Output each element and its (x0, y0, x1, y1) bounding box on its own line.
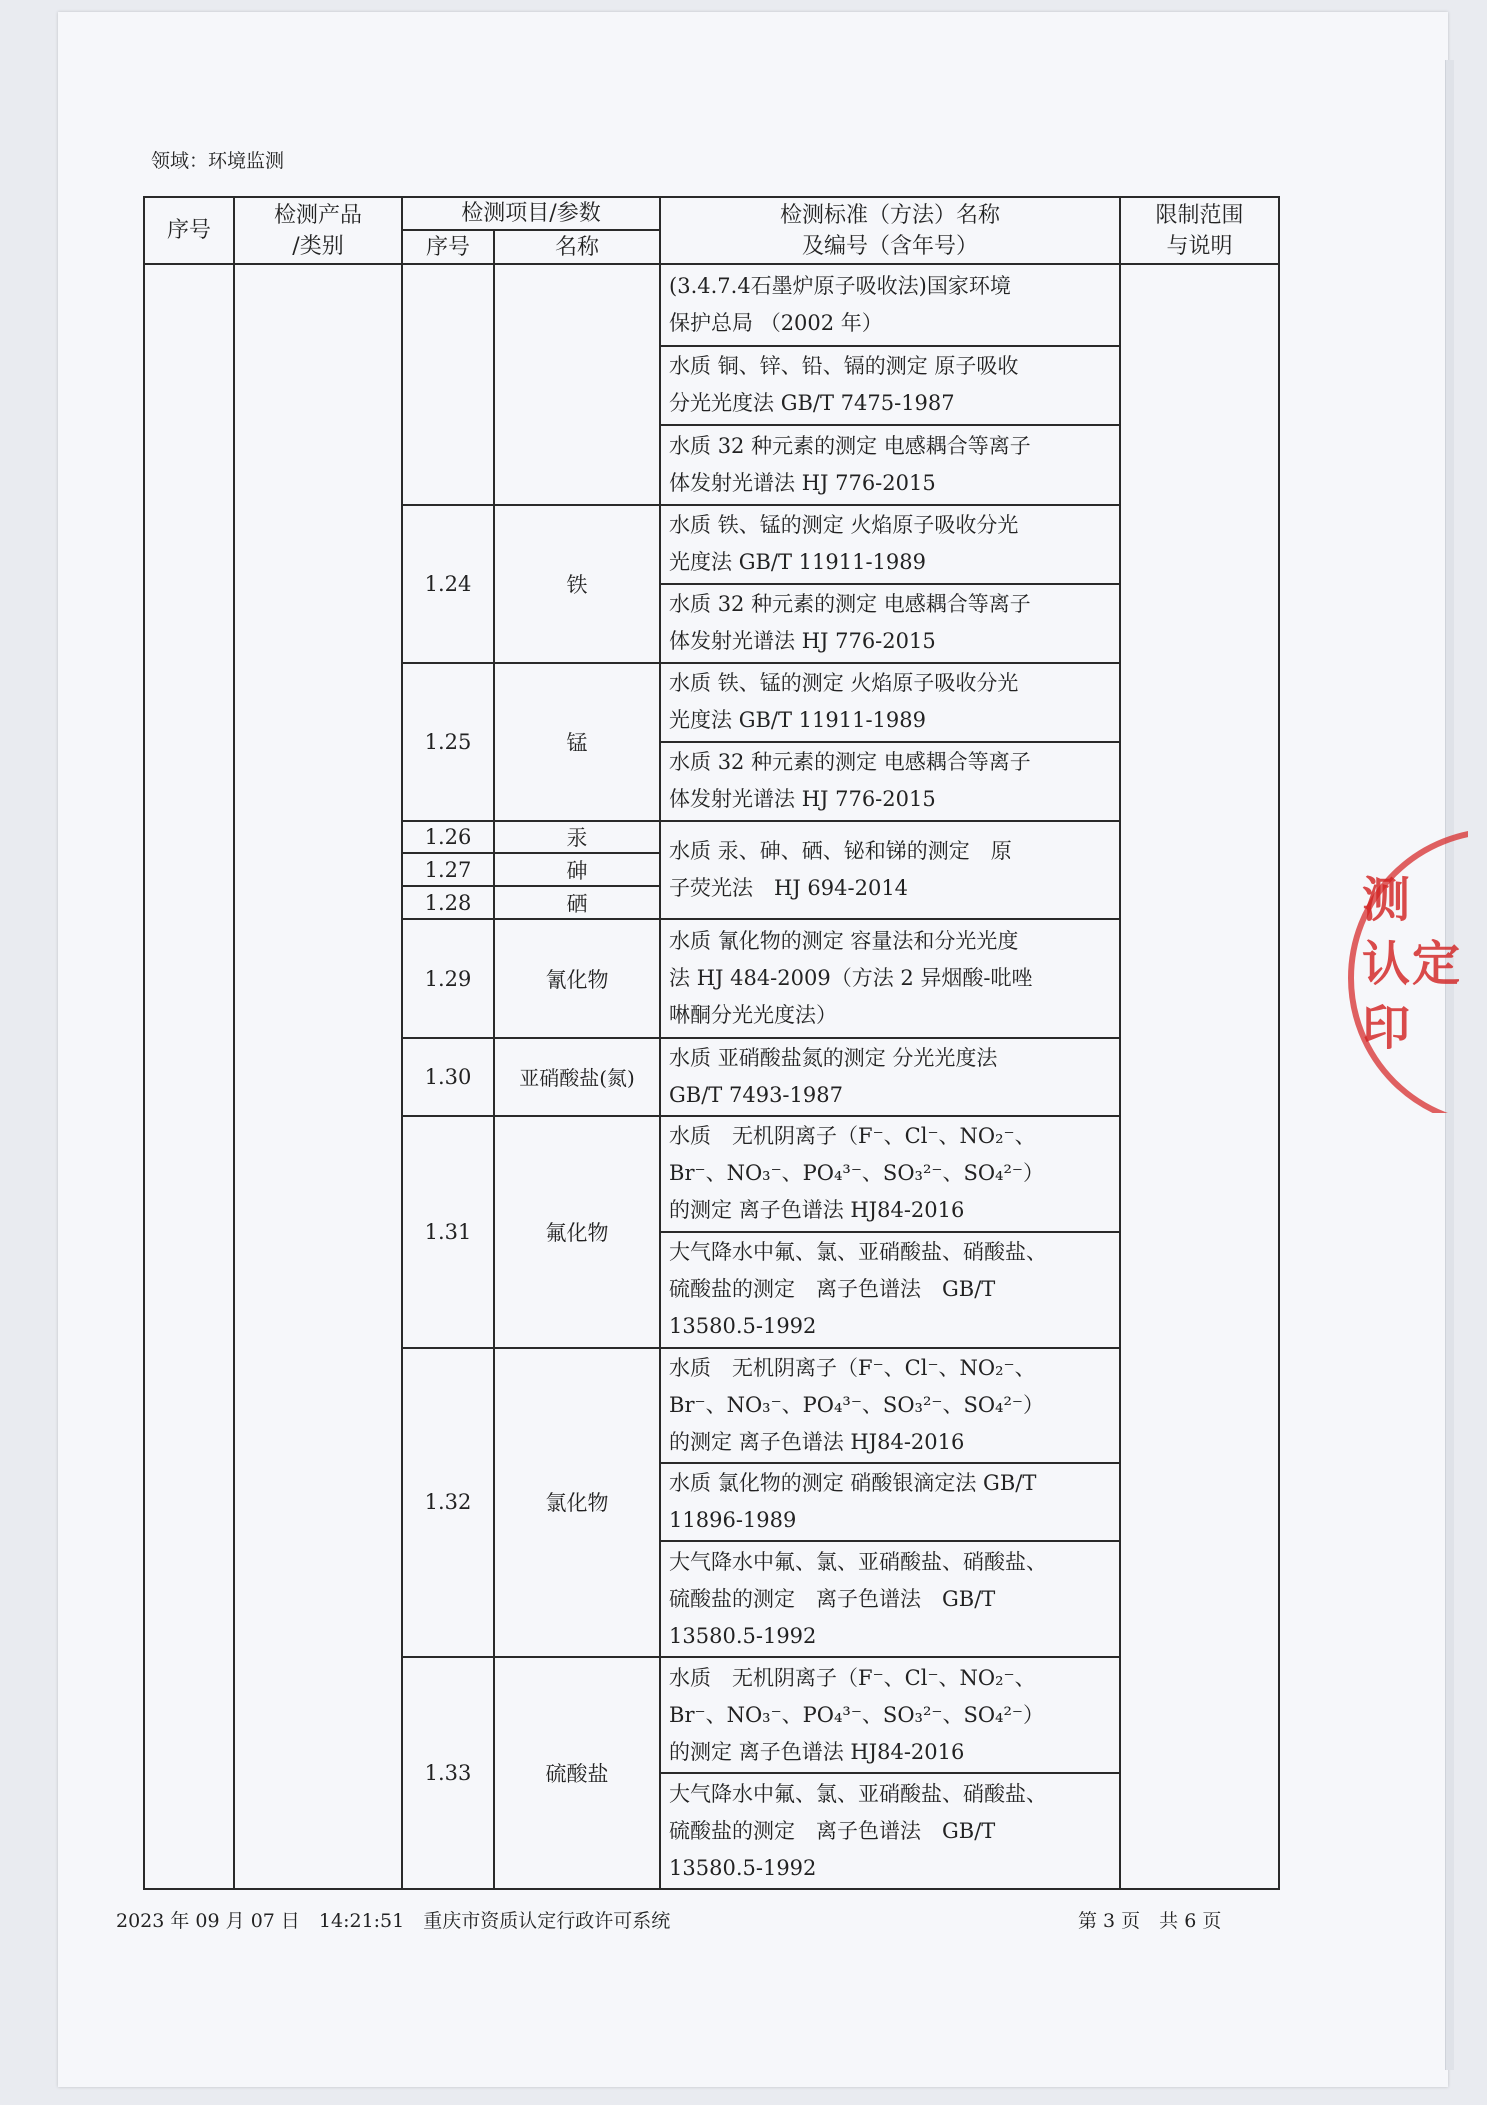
header-limit: 限制范围 与说明 (1120, 197, 1279, 264)
cell-standard: 水质 亚硝酸盐氮的测定 分光光度法 GB/T 7493-1987 (660, 1038, 1120, 1116)
cell-standard: 水质 无机阴离子（F⁻、Cl⁻、NO₂⁻、 Br⁻、NO₃⁻、PO₄³⁻、SO₃²⁻、SO₄²⁻） 的测定 离子色谱法 HJ84-2016 (660, 1348, 1120, 1464)
cell-standard: 水质 32 种元素的测定 电感耦合等离子 体发射光谱法 HJ 776-2015 (660, 742, 1120, 821)
cell-item-no: 1.31 (402, 1116, 494, 1348)
cell-item-name: 亚硝酸盐(氮) (494, 1038, 660, 1116)
header-item: 检测项目/参数 (402, 197, 660, 230)
cell-item-no: 1.25 (402, 663, 494, 821)
footer-page-number: 第 3 页 共 6 页 (1078, 1910, 1222, 1932)
cell-standard: 水质 无机阴离子（F⁻、Cl⁻、NO₂⁻、 Br⁻、NO₃⁻、PO₄³⁻、SO₃²⁻、SO₄²⁻） 的测定 离子色谱法 HJ84-2016 (660, 1657, 1120, 1773)
cell-standard: 水质 铁、锰的测定 火焰原子吸收分光 光度法 GB/T 11911-1989 (660, 505, 1120, 584)
cell-product (234, 264, 402, 1889)
table-row (144, 264, 1279, 346)
cell-standard: 水质 汞、砷、硒、铋和锑的测定 原 子荧光法 HJ 694-2014 (660, 821, 1120, 919)
cell-item-name: 锰 (494, 663, 660, 821)
cell-standard: 水质 铁、锰的测定 火焰原子吸收分光 光度法 GB/T 11911-1989 (660, 663, 1120, 742)
cell-item-no: 1.33 (402, 1657, 494, 1889)
cell-item-no: 1.28 (402, 886, 494, 919)
cell-item-name: 硫酸盐 (494, 1657, 660, 1889)
scope-table (143, 196, 1280, 1890)
cell-item-name: 铁 (494, 505, 660, 663)
header-item-no: 序号 (402, 230, 494, 264)
header-item-name: 名称 (494, 230, 660, 264)
official-seal (1348, 828, 1468, 1113)
cell-item-no: 1.27 (402, 853, 494, 886)
cell-item-name: 汞 (494, 821, 660, 854)
cell-item-name: 氟化物 (494, 1116, 660, 1348)
cell-item-no: 1.26 (402, 821, 494, 854)
cell-no (144, 264, 234, 1889)
cell-limit (1120, 264, 1279, 1889)
cell-standard: 水质 氰化物的测定 容量法和分光光度 法 HJ 484-2009（方法 2 异烟酸-吡唑 啉酮分光光度法） (660, 919, 1120, 1038)
cell-standard: 水质 32 种元素的测定 电感耦合等离子 体发射光谱法 HJ 776-2015 (660, 425, 1120, 505)
cell-item-no (402, 264, 494, 505)
cell-item-name: 硒 (494, 886, 660, 919)
cell-standard: (3.4.7.4石墨炉原子吸收法)国家环境 保护总局 （2002 年） (660, 264, 1120, 346)
cell-item-name: 砷 (494, 853, 660, 886)
cell-item-no: 1.32 (402, 1348, 494, 1658)
header-no: 序号 (144, 197, 234, 264)
field-label: 领域：环境监测 (151, 150, 285, 172)
cell-standard: 水质 32 种元素的测定 电感耦合等离子 体发射光谱法 HJ 776-2015 (660, 584, 1120, 663)
cell-standard: 水质 无机阴离子（F⁻、Cl⁻、NO₂⁻、 Br⁻、NO₃⁻、PO₄³⁻、SO₃²⁻、SO₄²⁻） 的测定 离子色谱法 HJ84-2016 (660, 1116, 1120, 1232)
cell-item-no: 1.24 (402, 505, 494, 663)
cell-item-no: 1.29 (402, 919, 494, 1038)
cell-item-no: 1.30 (402, 1038, 494, 1116)
seal-text: 测 认定 印 (1362, 872, 1463, 1056)
header-standard: 检测标准（方法）名称 及编号（含年号） (660, 197, 1120, 264)
cell-item-name: 氯化物 (494, 1348, 660, 1658)
cell-item-name: 氰化物 (494, 919, 660, 1038)
cell-standard: 大气降水中氟、氯、亚硝酸盐、硝酸盐、 硫酸盐的测定 离子色谱法 GB/T 13580.5-1992 (660, 1773, 1120, 1889)
cell-standard: 水质 铜、锌、铅、镉的测定 原子吸收 分光光度法 GB/T 7475-1987 (660, 346, 1120, 425)
cell-standard: 大气降水中氟、氯、亚硝酸盐、硝酸盐、 硫酸盐的测定 离子色谱法 GB/T 13580.5-1992 (660, 1541, 1120, 1657)
cell-item-name (494, 264, 660, 505)
cell-standard: 大气降水中氟、氯、亚硝酸盐、硝酸盐、 硫酸盐的测定 离子色谱法 GB/T 13580.5-1992 (660, 1232, 1120, 1348)
footer-timestamp: 2023 年 09 月 07 日 14:21:51 重庆市资质认定行政许可系统 (116, 1910, 671, 1932)
cell-standard: 水质 氯化物的测定 硝酸银滴定法 GB/T 11896-1989 (660, 1463, 1120, 1541)
header-product: 检测产品 /类别 (234, 197, 402, 264)
